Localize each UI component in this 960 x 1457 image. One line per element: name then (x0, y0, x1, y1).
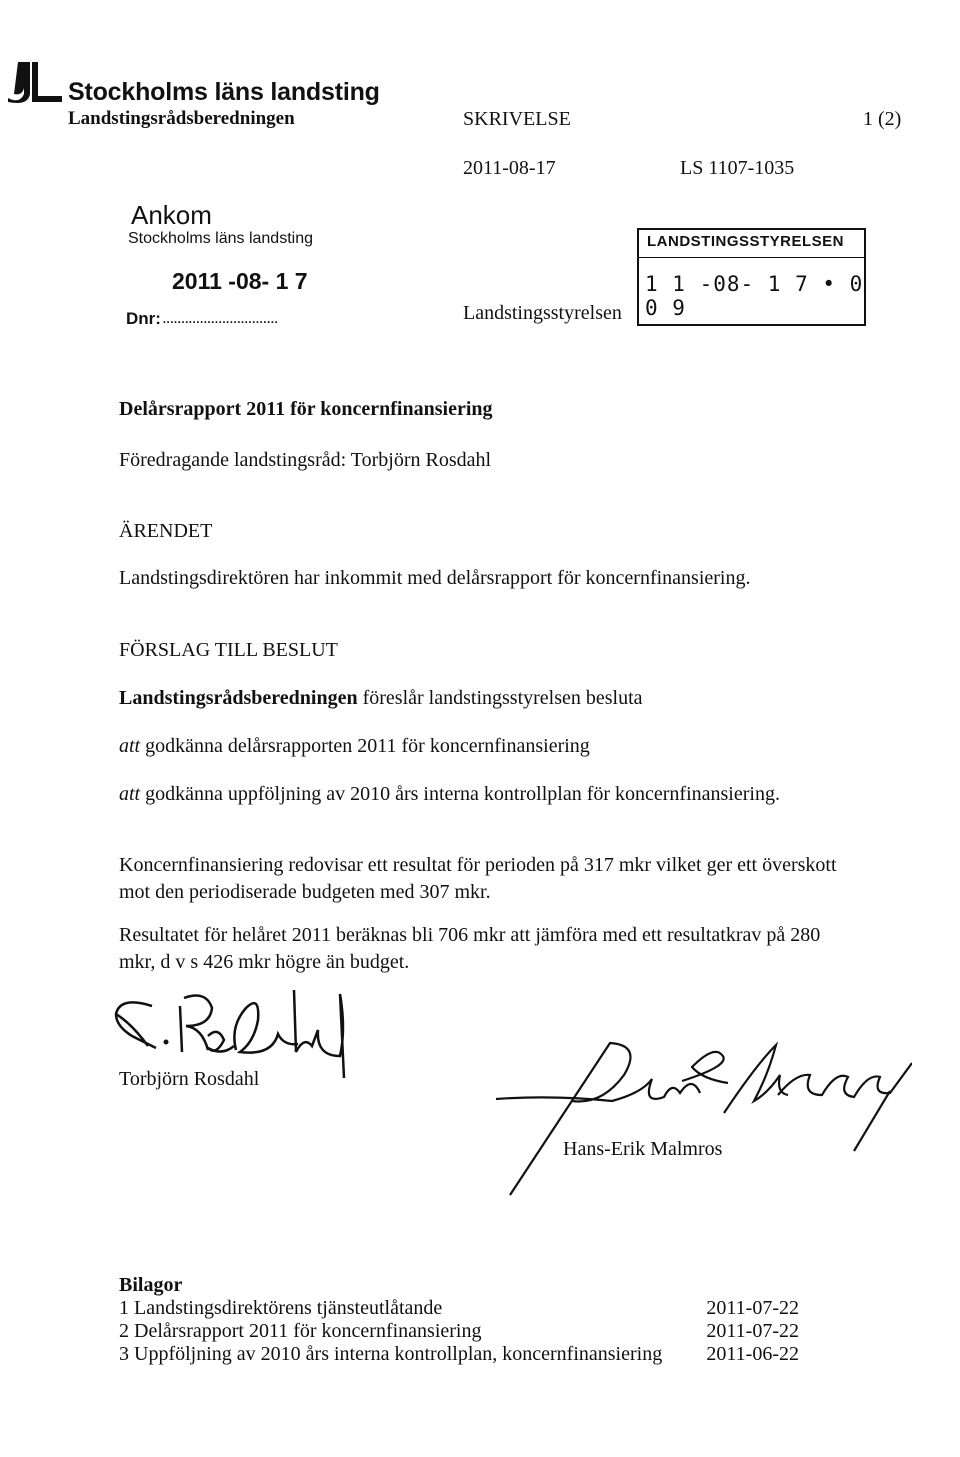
decision-item-1 (119, 733, 590, 760)
attachment-item (119, 1343, 799, 1366)
decision-item-2-text: godkänna uppföljning av 2010 års interna kontrollplan för koncernfinansiering. (140, 783, 780, 805)
registry-stamp-date: 1 1 -08- 1 7 • 0 0 9 (645, 272, 864, 320)
paragraph-result: Koncernfinansiering redovisar ett resultat för perioden på 317 mkr vilket ger ett överskott mot den periodiserade budgeten med 307 mkr. (119, 854, 837, 903)
recipient: Landstingsstyrelsen (463, 302, 622, 324)
received-stamp-org: Stockholms läns landsting (128, 230, 313, 247)
section-heading-proposal: FÖRSLAG TILL BESLUT (119, 639, 338, 661)
signer-name-1: Torbjörn Rosdahl (119, 1068, 260, 1090)
document-reference: LS 1107-1035 (680, 157, 795, 179)
attachment-label: 3 Uppföljning av 2010 års interna kontrollplan, koncernfinansiering (119, 1343, 663, 1365)
errand-text: Landstingsdirektören har inkommit med delårsrapport för koncernfinansiering. (119, 567, 751, 589)
signer-name-2: Hans-Erik Malmros (563, 1138, 723, 1160)
proposal-intro (119, 685, 643, 712)
decision-item-2 (119, 781, 780, 808)
decision-item-1-text: godkänna delårsrapporten 2011 för koncernfinansiering (140, 735, 590, 757)
attachment-item (119, 1297, 799, 1320)
page-number: 1 (2) (863, 108, 902, 130)
organization-name: Stockholms läns landsting (68, 78, 380, 106)
signature-malmros (492, 1035, 912, 1205)
proposal-rest: föreslår landstingsstyrelsen besluta (357, 687, 643, 709)
attachment-date: 2011-06-22 (706, 1343, 799, 1365)
attachment-date: 2011-07-22 (706, 1320, 799, 1342)
organization-unit: Landstingsrådsberedningen (68, 108, 295, 129)
registry-stamp-title: LANDSTINGSSTYRELSEN (647, 233, 845, 250)
attachment-label: 1 Landstingsdirektörens tjänsteutlåtande (119, 1297, 443, 1319)
attachment-date: 2011-07-22 (706, 1297, 799, 1319)
received-stamp (118, 198, 418, 338)
attachment-label: 2 Delårsrapport 2011 för koncernfinansiering (119, 1320, 482, 1342)
proposal-subject: Landstingsrådsberedningen (119, 687, 358, 709)
section-heading-errand: ÄRENDET (119, 520, 213, 542)
received-stamp-dnr-value: ............................... (162, 308, 278, 327)
attachments-heading: Bilagor (119, 1274, 183, 1296)
registry-stamp (637, 228, 864, 328)
sll-logo-icon (6, 58, 64, 104)
document-title: Delårsrapport 2011 för koncernfinansiering (119, 398, 493, 420)
att-word: att (119, 783, 141, 805)
received-stamp-date: 2011 -08- 1 7 (172, 268, 308, 294)
document-date: 2011-08-17 (463, 157, 556, 179)
presenter-line: Föredragande landstingsråd: Torbjörn Rosdahl (119, 449, 492, 471)
attachment-item (119, 1320, 799, 1343)
received-stamp-title: Ankom (131, 200, 212, 230)
att-word: att (119, 735, 141, 757)
attachments-list (119, 1274, 799, 1366)
registry-stamp-divider (637, 257, 864, 258)
received-stamp-dnr-label: Dnr: (126, 309, 161, 328)
paragraph-forecast: Resultatet för helåret 2011 beräknas bli 706 mkr att jämföra med ett resultatkrav på 280 mkr, d v s 426 mkr högre än budget. (119, 924, 821, 973)
document-type: SKRIVELSE (463, 108, 571, 130)
